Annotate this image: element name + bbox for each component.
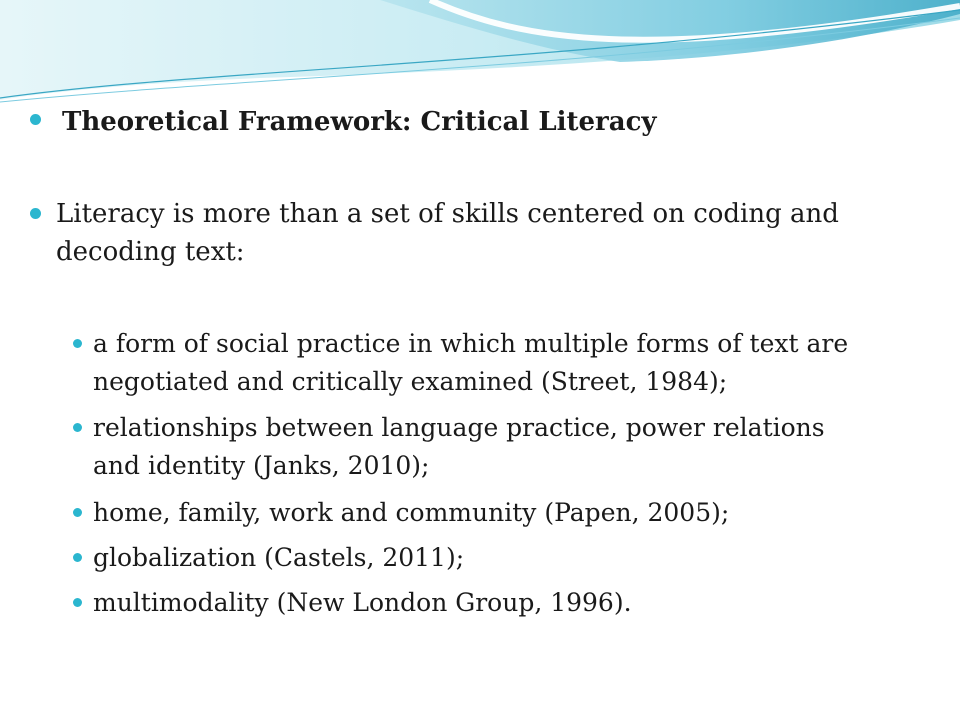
slide-heading: Theoretical Framework: Critical Literacy xyxy=(62,107,657,137)
sub-bullet-1-line-1: a form of social practice in which multiple forms of text are xyxy=(93,329,849,358)
heading-bullet-icon xyxy=(30,114,41,125)
sub-bullet-2-line-2: and identity (Janks, 2010); xyxy=(93,451,430,480)
sub-bullet-1-line-2: negotiated and critically examined (Street, 1984); xyxy=(93,367,728,396)
sub-bullet-4-line-1: globalization (Castels, 2011); xyxy=(93,543,465,572)
sub-bullet-icon xyxy=(73,598,82,607)
sub-bullet-icon xyxy=(73,339,82,348)
header-wave-decoration xyxy=(0,0,960,110)
sub-bullet-2-line-1: relationships between language practice, power relations xyxy=(93,413,825,442)
main-bullet-line-2: decoding text: xyxy=(56,237,245,267)
main-bullet-line-1: Literacy is more than a set of skills centered on coding and xyxy=(56,199,839,229)
sub-bullet-icon xyxy=(73,508,82,517)
sub-bullet-icon xyxy=(73,553,82,562)
sub-bullet-3-line-1: home, family, work and community (Papen, 2005); xyxy=(93,498,730,527)
main-bullet-icon xyxy=(30,208,41,219)
sub-bullet-5-line-1: multimodality (New London Group, 1996). xyxy=(93,588,632,617)
sub-bullet-icon xyxy=(73,423,82,432)
